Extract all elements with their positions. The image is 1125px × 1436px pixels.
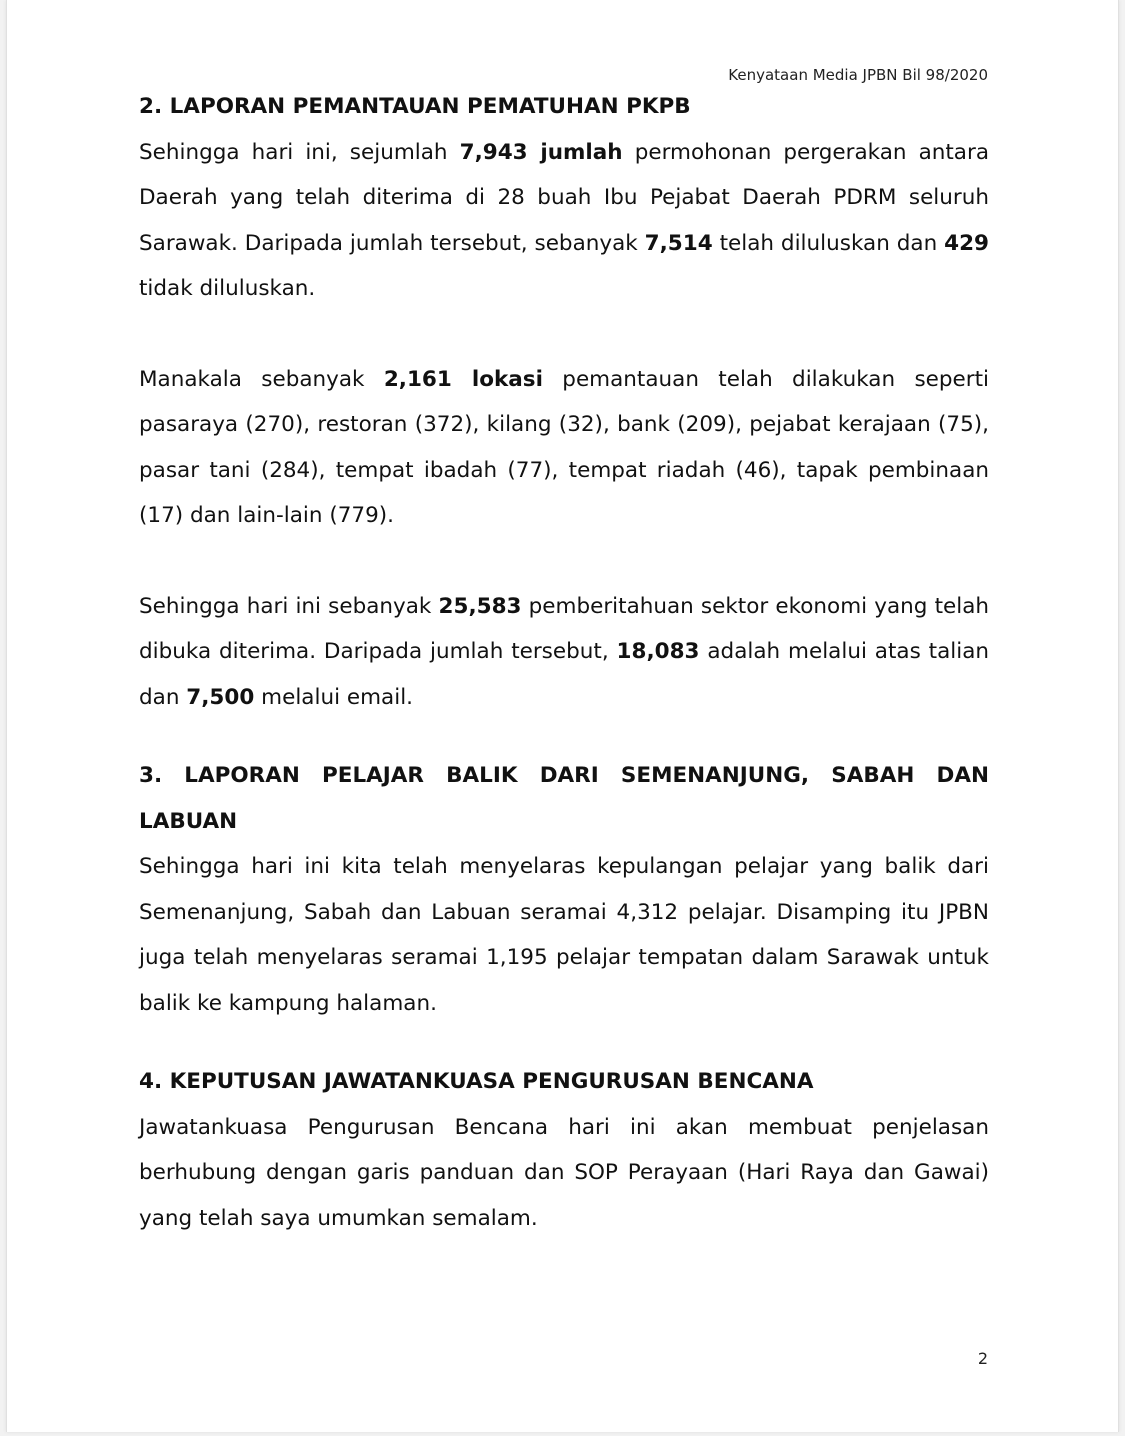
text-run: pemantauan telah dilakukan seperti pasaraya (270), restoran (372), kilang (32), bank (209), pejabat kerajaan (75), pasar tani (284), tempat ibadah (77), tempat riadah (46), tapak pembinaan (17) dan lain-lain (779). — [139, 366, 989, 528]
bold-figure: 7,943 jumlah — [459, 139, 623, 165]
text-run: pemberitahuan sektor ekonomi yang telah dibuka diterima. Daripada jumlah tersebut, — [139, 593, 990, 664]
text-run: Sehingga hari ini, sejumlah — [139, 139, 460, 165]
section-3-heading: 3. LAPORAN PELAJAR BALIK DARI SEMENANJUNG, SABAH DAN LABUAN — [139, 763, 989, 834]
text-run: adalah melalui atas talian dan — [139, 639, 989, 710]
section-2-paragraph-3 — [139, 584, 989, 721]
text-run: Manakala sebanyak — [139, 366, 384, 392]
section-4-heading: 4. KEPUTUSAN JAWATANKUASA PENGURUSAN BENCANA — [139, 1069, 814, 1094]
bold-figure: 25,583 — [438, 593, 522, 619]
text-run: telah diluluskan dan — [712, 230, 945, 256]
paragraph-spacer — [139, 312, 989, 357]
section-3-paragraph-1: Sehingga hari ini kita telah menyelaras kepulangan pelajar yang balik dari Semenanjung, Sabah dan Labuan seramai 4,312 pelajar. Disamping itu JPBN juga telah menyelaras seramai 1,195 pelajar tempatan dalam Sarawak untuk balik ke kampung halaman. — [139, 854, 989, 1016]
document-page — [6, 0, 1119, 1432]
bold-figure: 429 — [944, 230, 989, 256]
bold-figure: 18,083 — [616, 639, 700, 664]
text-run: Sehingga hari ini sebanyak — [139, 593, 439, 619]
bold-figure: 2,161 lokasi — [383, 366, 543, 392]
page-number: 2 — [977, 1349, 988, 1368]
header-note: Kenyataan Media JPBN Bil 98/2020 — [728, 66, 988, 84]
bold-figure: 7,500 — [186, 684, 255, 710]
section-2-paragraph-2 — [139, 357, 989, 539]
text-run: tidak diluluskan. — [139, 276, 316, 301]
text-run: permohonan pergerakan antara Daerah yang telah diterima di 28 buah Ibu Pejabat Daerah PDRM seluruh Sarawak. Daripada jumlah tersebut, sebanyak — [139, 139, 989, 256]
paragraph-spacer — [139, 720, 989, 753]
paragraph-spacer — [139, 1026, 989, 1059]
paragraph-spacer — [139, 539, 989, 584]
section-4-paragraph-1: Jawatankuasa Pengurusan Bencana hari ini akan membuat penjelasan berhubung dengan garis panduan dan SOP Perayaan (Hari Raya dan Gawai) yang telah saya umumkan semalam. — [139, 1114, 989, 1231]
section-2-heading: 2. LAPORAN PEMANTAUAN PEMATUHAN PKPB — [139, 94, 691, 119]
document-body — [139, 84, 989, 1241]
text-run: melalui email. — [254, 684, 414, 710]
bold-figure: 7,514 — [644, 230, 713, 256]
section-2-paragraph-1 — [139, 130, 989, 312]
